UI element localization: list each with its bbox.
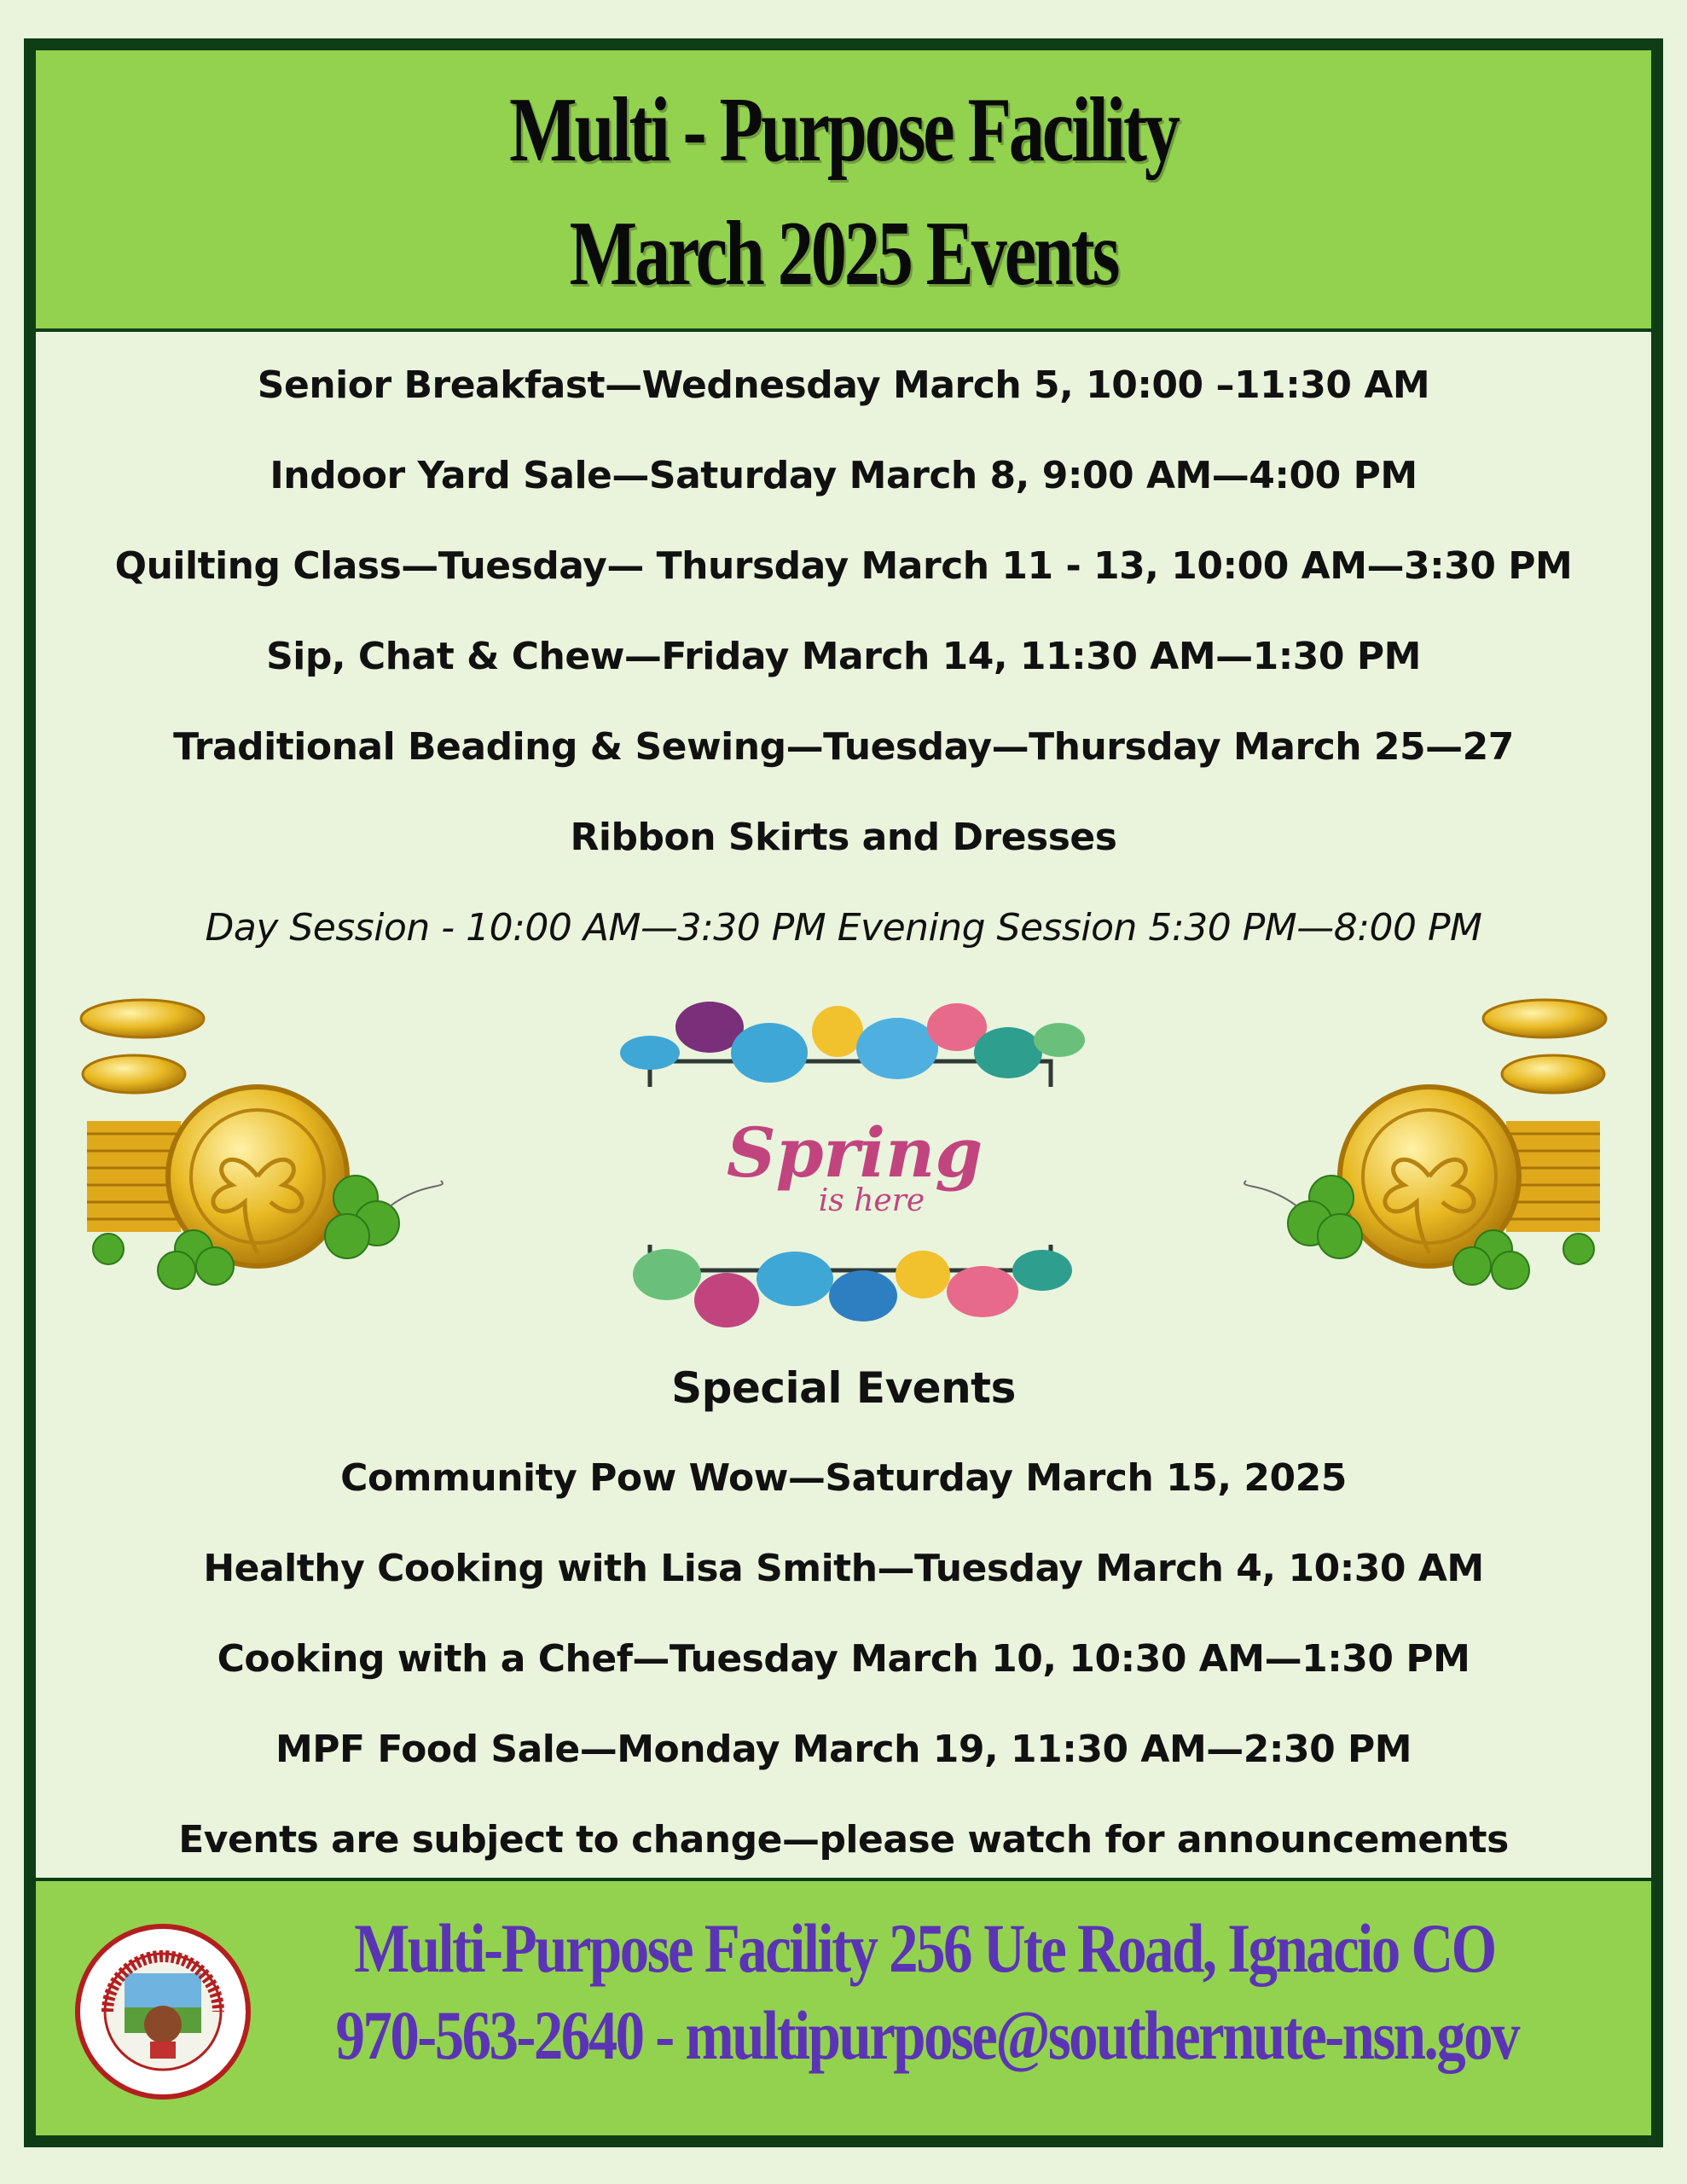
- events-list: [36, 340, 1651, 973]
- special-event-pow-wow: Community Pow Wow—Saturday March 15, 2025: [340, 1456, 1347, 1500]
- special-event-food-sale: MPF Food Sale—Monday March 19, 11:30 AM—2:30 PM: [275, 1728, 1412, 1771]
- footer-contact: 970-563-2640 - multipurpose@southernute-nsn.gov: [335, 1996, 1518, 2074]
- event-sessions: Day Session - 10:00 AM—3:30 PM Evening Session 5:30 PM—8:00 PM: [205, 906, 1482, 950]
- tribal-seal-logo: [73, 1922, 252, 2101]
- gold-coins-right-image: [1220, 993, 1613, 1300]
- events-change-notice: Events are subject to change—please watch for announcements: [178, 1818, 1509, 1862]
- event-yard-sale: Indoor Yard Sale—Saturday March 8, 9:00 AM—4:00 PM: [270, 454, 1417, 497]
- special-event-cooking-chef: Cooking with a Chef—Tuesday March 10, 10:30 AM—1:30 PM: [217, 1637, 1470, 1681]
- event-quilting-class: Quilting Class—Tuesday— Thursday March 11 - 13, 10:00 AM—3:30 PM: [114, 544, 1573, 588]
- gold-coins-left-image: [74, 993, 467, 1300]
- spring-subtext: is here: [818, 1183, 925, 1218]
- event-beading-sewing: Traditional Beading & Sewing—Tuesday—Thursday March 25—27: [173, 725, 1514, 769]
- event-senior-breakfast: Senior Breakfast—Wednesday March 5, 10:00 –11:30 AM: [257, 363, 1430, 407]
- footer-banner: [36, 1878, 1651, 2135]
- special-events-section: [36, 1343, 1651, 1885]
- title-line-2: March 2025 Events: [569, 203, 1118, 305]
- spring-word: Spring: [726, 1112, 983, 1193]
- decorative-graphics: [36, 993, 1651, 1334]
- footer-address: Multi-Purpose Facility 256 Ute Road, Ignacio CO: [354, 1909, 1495, 1987]
- title-line-1: Multi - Purpose Facility: [509, 79, 1178, 181]
- flyer-frame: [24, 38, 1663, 2147]
- special-events-heading: Special Events: [671, 1363, 1016, 1413]
- event-ribbon-skirts: Ribbon Skirts and Dresses: [570, 816, 1117, 859]
- header-banner: [36, 50, 1651, 332]
- spring-banner-image: [599, 993, 1110, 1334]
- special-event-healthy-cooking: Healthy Cooking with Lisa Smith—Tuesday March 4, 10:30 AM: [203, 1547, 1484, 1590]
- event-sip-chat-chew: Sip, Chat & Chew—Friday March 14, 11:30 AM—1:30 PM: [266, 635, 1421, 678]
